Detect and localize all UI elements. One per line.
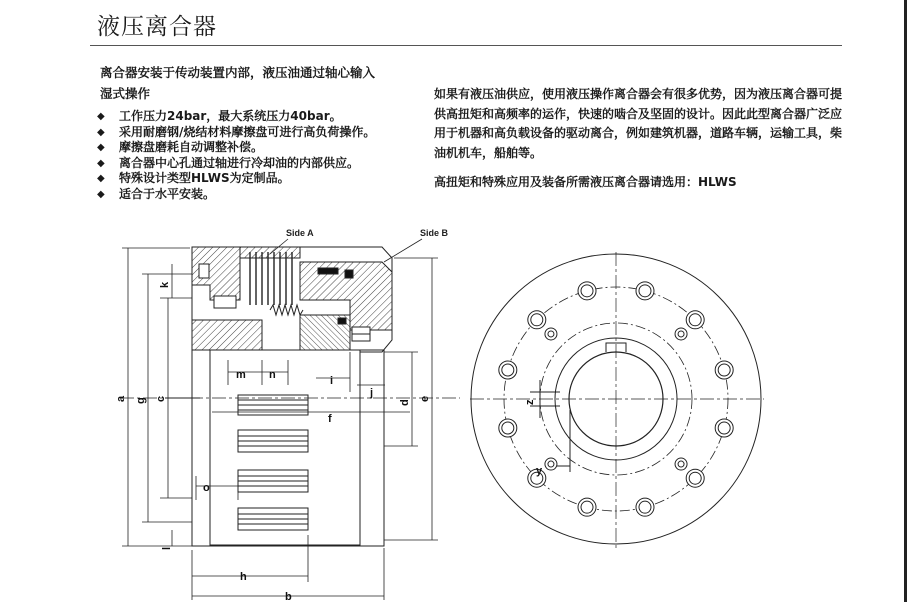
dim-z-label: z <box>524 399 536 405</box>
small-hole-inner <box>548 331 554 337</box>
dim-j-label: j <box>370 387 374 399</box>
diamond-bullet-icon: ◆ <box>97 126 105 138</box>
dim-g-label: g <box>135 397 147 404</box>
dim-a-label: a <box>115 395 127 402</box>
dim-l-label: l <box>161 546 173 550</box>
diamond-bullet-icon: ◆ <box>97 157 105 169</box>
page-title: 液压离合器 <box>97 14 217 40</box>
dim-o-label: o <box>203 482 210 494</box>
bolt-hole-inner <box>581 501 593 513</box>
friction-discs <box>250 252 292 305</box>
bolt-hole-inner <box>689 472 701 484</box>
bottom-section <box>192 320 262 350</box>
side-b-label: Side B <box>420 228 449 238</box>
front-view <box>470 252 764 548</box>
seal-block-3 <box>338 318 346 324</box>
list-item: ◆ 离合器中心孔通过轴进行冷却油的内部供应。 <box>97 155 360 170</box>
diamond-bullet-icon: ◆ <box>97 188 105 200</box>
diamond-bullet-icon: ◆ <box>97 111 105 122</box>
bolt-hole-inner <box>639 501 651 513</box>
dim-d-label: d <box>399 399 411 406</box>
bolt-hole-inner <box>718 364 730 376</box>
housing-section-top <box>240 247 300 258</box>
bolt-hole-inner <box>581 285 593 297</box>
dim-y-label: y <box>536 465 543 477</box>
fitting-plug-2 <box>199 264 209 278</box>
dim-h-label: h <box>240 571 247 583</box>
list-item: ◆ 适合于水平安装。 <box>97 186 216 201</box>
diamond-bullet-icon: ◆ <box>97 142 105 154</box>
bolt-hole-inner <box>718 422 730 434</box>
list-item: ◆ 摩擦盘磨耗自动调整补偿。 <box>97 140 264 155</box>
hlws-note: 高扭矩和特殊应用及装备所需液压离合器请选用：HLWS <box>434 175 737 189</box>
dim-i-label: i <box>330 375 334 387</box>
dim-n-label: n <box>269 369 276 381</box>
side-view <box>120 247 460 546</box>
seal-block <box>318 268 338 274</box>
diamond-bullet-icon: ◆ <box>97 173 105 185</box>
list-item: ◆ 特殊设计类型HLWS为定制品。 <box>97 171 290 186</box>
small-hole-inner <box>548 461 554 467</box>
dim-f-label: f <box>328 413 332 425</box>
side-a-label: Side A <box>286 228 314 238</box>
small-hole-inner <box>678 461 684 467</box>
dim-m-label: m <box>236 369 246 381</box>
bolt-hole-inner <box>639 285 651 297</box>
dim-e-label: e <box>419 395 431 402</box>
dim-k-label: k <box>159 281 171 288</box>
oil-channel <box>214 296 236 308</box>
bolt-hole-inner <box>502 422 514 434</box>
dim-b-label: b <box>285 591 292 602</box>
description-paragraph: 如果有液压油供应，使用液压操作离合器会有很多优势，因为液压离合器可提供高扭矩和高频率的运作，快速的啮合及坚固的设计。因此此型离合器广泛应用于机器和高负载设备的驱动离合，例如建筑机器，道路车辆，运输工具，柴油机机车，船舶等。 <box>434 87 843 160</box>
bolt-hole-inner <box>502 364 514 376</box>
list-item: ◆ 采用耐磨钢/烧结材料摩擦盘可进行高负荷操作。 <box>97 124 376 139</box>
bolt-hole-inner <box>689 314 701 326</box>
intro-line-1: 离合器安装于传动装置内部，液压油通过轴心输入 <box>100 65 376 80</box>
return-spring <box>270 305 303 315</box>
dim-c-label: c <box>155 395 167 402</box>
intro-line-2: 湿式操作 <box>100 86 151 101</box>
seal-block-2 <box>345 270 353 278</box>
small-hole-inner <box>678 331 684 337</box>
list-item: ◆ 工作压力24bar，最大系统压力40bar。 <box>97 109 342 123</box>
bolt-hole-inner <box>531 314 543 326</box>
